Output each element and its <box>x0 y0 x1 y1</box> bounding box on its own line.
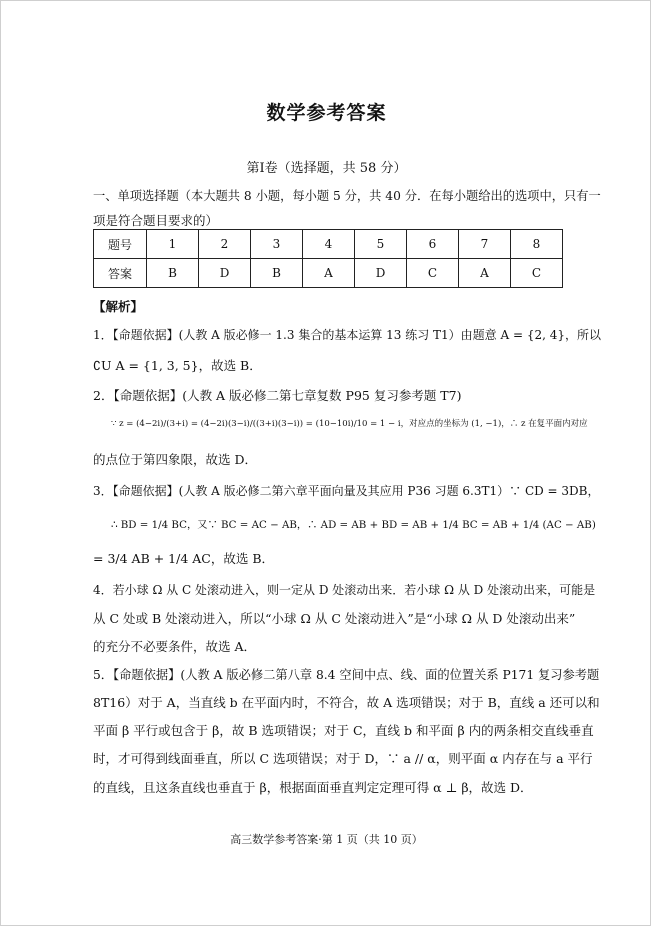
table-cell: A <box>303 259 355 288</box>
section-title: 第Ⅰ卷（选择题，共 58 分） <box>246 161 407 176</box>
part1-instructions-line2: 项是符合题目要求的） <box>93 213 219 228</box>
q5-line1: 5．【命题依据】(人教 A 版必修二第八章 8.4 空间中点、线、面的位置关系 P171 复习参考题 <box>93 668 600 682</box>
table-cell: 4 <box>303 230 355 259</box>
q2-line2: ∵ z = (4−2i)/(3+i) = (4−2i)(3−i)/((3+i)(3−i)) = (10−10i)/10 = 1 − i，对应点的坐标为 (1, −1)，∴ z 在复平面内对应 <box>111 419 588 429</box>
table-cell: 5 <box>355 230 407 259</box>
q4-line1: 4．若小球 Ω 从 C 处滚动进入，则一定从 D 处滚动出来．若小球 Ω 从 D 处滚动出来，可能是 <box>93 583 596 597</box>
q5-line4: 时，才可得到线面垂直，所以 C 选项错误；对于 D，∵ a // α，则平面 α 内存在与 a 平行 <box>93 751 593 766</box>
table-cell: D <box>355 259 407 288</box>
table-cell: 7 <box>459 230 511 259</box>
table-row-questions <box>94 230 563 259</box>
q4-line2: 从 C 处或 B 处滚动进入，所以“小球 Ω 从 C 处滚动进入”是“小球 Ω 从 D 处滚动出来” <box>93 611 576 626</box>
q2-line3: 的点位于第四象限，故选 D． <box>93 452 257 467</box>
answer-table <box>93 229 563 288</box>
q3-line3: = 3/4 AB + 1/4 AC，故选 B． <box>93 551 275 566</box>
table-cell: 1 <box>147 230 199 259</box>
q1-line2: ∁U A = {1, 3, 5}，故选 B． <box>93 358 262 373</box>
table-cell: 3 <box>251 230 303 259</box>
part1-instructions-line1: 一、单项选择题（本大题共 8 小题，每小题 5 分，共 40 分．在每小题给出的选项中，只有一 <box>93 189 601 203</box>
table-cell: 2 <box>199 230 251 259</box>
q5-line2: 8T16）对于 A，当直线 b 在平面内时，不符合，故 A 选项错误；对于 B，直线 a 还可以和 <box>93 695 600 710</box>
table-cell: 6 <box>407 230 459 259</box>
table-cell: 8 <box>511 230 563 259</box>
table-cell: A <box>459 259 511 288</box>
q1-line1: 1．【命题依据】(人教 A 版必修一 1.3 集合的基本运算 13 练习 T1）由题意 A = {2, 4}，所以 <box>93 328 602 342</box>
page-footer: 高三数学参考答案·第 1 页（共 10 页） <box>230 833 423 846</box>
q3-line1: 3．【命题依据】(人教 A 版必修二第六章平面向量及其应用 P36 习题 6.3T1）∵ CD = 3DB， <box>93 484 600 498</box>
table-row-answers <box>94 259 563 288</box>
q5-line5: 的直线，且这条直线也垂直于 β，根据面面垂直判定定理可得 α ⊥ β，故选 D． <box>93 780 533 795</box>
page-title: 数学参考答案 <box>266 102 387 124</box>
table-header-answer: 答案 <box>94 259 147 288</box>
table-cell: B <box>147 259 199 288</box>
table-cell: D <box>199 259 251 288</box>
analysis-heading: 【解析】 <box>93 299 144 314</box>
q3-line2: ∴ BD = 1/4 BC，又∵ BC = AC − AB，∴ AD = AB + BD = AB + 1/4 BC = AB + 1/4 (AC − AB) <box>111 519 596 531</box>
table-cell: C <box>407 259 459 288</box>
q2-line1: 2．【命题依据】(人教 A 版必修二第七章复数 P95 复习参考题 T7) <box>93 388 462 403</box>
table-header-question-number: 题号 <box>94 230 147 259</box>
q5-line3: 平面 β 平行或包含于 β，故 B 选项错误；对于 C，直线 b 和平面 β 内的两条相交直线垂直 <box>93 723 594 738</box>
table-cell: C <box>511 259 563 288</box>
q4-line3: 的充分不必要条件，故选 A． <box>93 639 257 654</box>
table-cell: B <box>251 259 303 288</box>
